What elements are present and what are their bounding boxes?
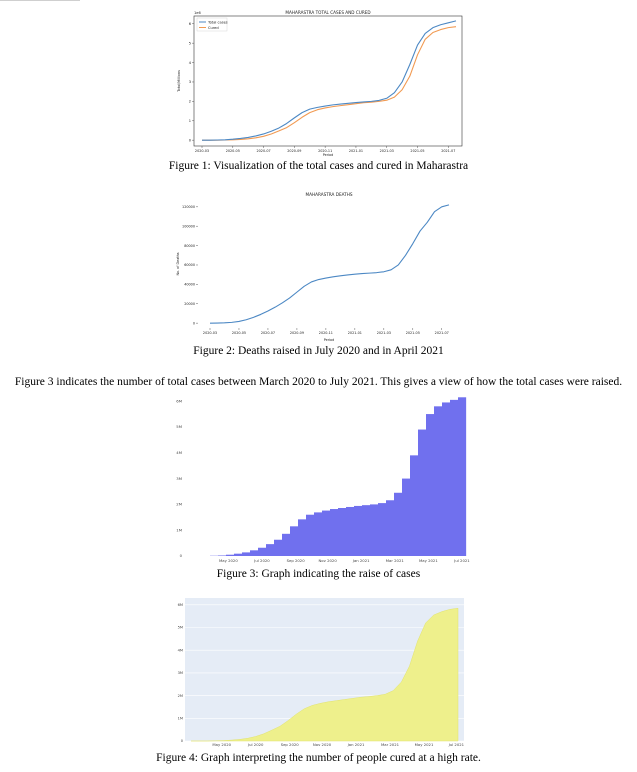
figure-3-ytick-label: 3M xyxy=(176,475,182,481)
figure-4-chart xyxy=(172,597,468,749)
figure-3-bar xyxy=(322,511,330,556)
figure-3-ytick-label: 6M xyxy=(176,398,182,404)
figure-3-bar xyxy=(290,526,298,556)
figure-1-xtick-label: 2021-07 xyxy=(441,149,456,153)
figure-4-ytick-label: 2M xyxy=(177,693,183,698)
figure-3-bar xyxy=(450,400,458,556)
figure-1-xlabel: Period xyxy=(322,153,334,157)
figure-2-xtick-label: 2020-09 xyxy=(289,331,304,335)
figure-3-xtick-label: Mar 2021 xyxy=(385,558,404,563)
figure-2-ytick-label: 100000 xyxy=(182,224,195,229)
figure-4-ytick-label: 0 xyxy=(180,739,183,744)
figure-2-xtick-label: 2021-05 xyxy=(405,331,420,335)
figure-3-bar xyxy=(378,503,386,556)
figure-4-ytick-label: 5M xyxy=(177,625,183,630)
figure-3-bar xyxy=(314,512,322,556)
figure-4-xtick-label: Jul 2021 xyxy=(448,742,465,747)
figure-2-ylabel: No. of Deaths xyxy=(176,252,180,276)
figure-3-bar xyxy=(298,519,306,556)
figure-3-bar xyxy=(306,515,314,556)
figure-3-caption: Figure 3: Graph indicating the raise of cases xyxy=(216,568,421,580)
figure-3-chart xyxy=(170,392,470,564)
figure-1-ytick-label: 5 xyxy=(188,41,191,46)
figure-1-ytick-label: 6 xyxy=(188,21,191,26)
figure-3-bar xyxy=(402,479,410,556)
figure-4-ytick-label: 3M xyxy=(177,671,183,676)
figure-3-bar xyxy=(394,493,402,556)
page-top-rule xyxy=(0,0,80,1)
figure-3-bar xyxy=(258,548,266,556)
figure-3-xtick-label: Jul 2020 xyxy=(254,558,270,563)
figure-2-xtick-label: 2020-03 xyxy=(202,331,218,335)
figure-3-bar xyxy=(362,505,370,556)
figure-4-xtick-label: May 2021 xyxy=(414,742,434,747)
figure-1-chart xyxy=(170,6,470,157)
figure-1-xtick-label: 2020-07 xyxy=(256,149,271,153)
figure-2-xtick-label: 2020-11 xyxy=(318,331,333,335)
figure-3-bar xyxy=(250,550,258,556)
legend-label-total-cases: Total cases xyxy=(208,20,228,25)
figure-3-xtick-label: Jul 2021 xyxy=(454,558,470,563)
figure-4-caption: Figure 4: Graph interpreting the number of people cured at a high rate. xyxy=(156,752,481,764)
figure-2-xtick-label: 2021-07 xyxy=(434,331,449,335)
figure-1-xtick-label: 2021-01 xyxy=(348,149,364,153)
figure-3-bar xyxy=(330,509,338,556)
figure-4-xtick-label: Jan 2021 xyxy=(347,742,365,747)
figure-3-bar xyxy=(338,508,346,556)
figure-4-xtick-label: Jul 2020 xyxy=(248,742,264,747)
figure-2-ytick-label: 60000 xyxy=(184,263,195,268)
figure-1-exponent: 1e6 xyxy=(194,11,201,15)
figure-3-ytick-label: 2M xyxy=(176,501,182,507)
figure-1-title: MAHARASTRA TOTAL CASES AND CURED xyxy=(285,10,371,15)
figure-3-bar xyxy=(282,534,290,556)
figure-3-bar xyxy=(226,555,234,556)
figure-1-ytick-label: 0 xyxy=(188,138,191,143)
figure-1-legend xyxy=(197,18,228,31)
figure-2-ytick-label: 0 xyxy=(192,321,195,326)
figure-4-xtick-label: Sep 2020 xyxy=(280,742,299,747)
figure-3-ytick-label: 5M xyxy=(176,424,182,430)
figure-3-bar xyxy=(434,406,442,556)
figure-3-xtick-label: May 2021 xyxy=(419,558,438,563)
figure-3-bar xyxy=(370,504,378,556)
figure-3-xtick-label: May 2020 xyxy=(219,558,238,563)
figure-4-xtick-label: Mar 2021 xyxy=(381,742,400,747)
figure-3-bar xyxy=(266,544,274,556)
figure-3-bar xyxy=(442,402,450,556)
series-line-deaths xyxy=(210,205,449,323)
figure-4-ytick-label: 4M xyxy=(177,648,183,653)
figure-4-ytick-label: 1M xyxy=(177,716,183,721)
figure-1-ytick-label: 3 xyxy=(188,80,191,85)
figure-1-caption: Figure 1: Visualization of the total cases and cured in Maharastra xyxy=(168,160,469,172)
figure-1-ytick-label: 1 xyxy=(188,118,191,123)
figure-3-bar xyxy=(354,506,362,556)
figure-2-xtick-label: 2020-05 xyxy=(231,331,247,335)
figure-3-bar xyxy=(218,555,226,556)
figure-4-xtick-label: Nov 2020 xyxy=(312,742,332,747)
figure-2-ytick-label: 120000 xyxy=(182,205,195,210)
figure-3-bar xyxy=(274,540,282,556)
figure-2-chart xyxy=(171,189,461,342)
figure-2-xlabel: Period xyxy=(323,338,335,342)
figure-1-xtick-label: 2020-11 xyxy=(318,149,333,153)
figure-2-ytick-label: 40000 xyxy=(184,282,195,287)
figure-4-xtick-label: May 2020 xyxy=(212,742,232,747)
figure-3-bar xyxy=(346,507,354,556)
figure-1-xtick-label: 2020-05 xyxy=(225,149,240,153)
figure-1-xtick-label: 2020-09 xyxy=(287,149,302,153)
figure-2-caption: Figure 2: Deaths raised in July 2020 and in April 2021 xyxy=(193,345,444,357)
figure-1-xtick-label: 2021-05 xyxy=(410,149,425,153)
figure-3-xtick-label: Sep 2020 xyxy=(286,558,305,563)
figure-1-xtick-label: 2021-03 xyxy=(379,149,394,153)
figure-3-bar xyxy=(234,554,242,556)
figure-4-ytick-label: 6M xyxy=(177,603,183,608)
figure-3-ytick-label: 0 xyxy=(179,553,182,559)
figure-3-bar xyxy=(410,455,418,556)
figure-3-bar xyxy=(386,500,394,556)
figure-2-xtick-label: 2020-07 xyxy=(260,331,276,335)
figure-1-ytick-label: 2 xyxy=(188,99,191,104)
figure-1-xtick-label: 2020-03 xyxy=(194,149,210,153)
figure-2-xtick-label: 2021-01 xyxy=(347,331,362,335)
figure-2-ytick-label: 20000 xyxy=(184,301,195,306)
figure-2-title: MAHARASTRA DEATHS xyxy=(305,192,353,197)
figure-3-bar xyxy=(242,552,250,556)
figure-3-bar xyxy=(418,430,426,556)
figure-2-xtick-label: 2021-03 xyxy=(376,331,391,335)
figure-3-xtick-label: Nov 2020 xyxy=(318,558,337,563)
figure-2-ytick-label: 80000 xyxy=(184,243,195,248)
figure-3-bar xyxy=(426,414,434,556)
body-paragraph: Figure 3 indicates the number of total cases between March 2020 to July 2021. This gives a view of how the total cases were raised. xyxy=(14,376,623,388)
legend-label-cured: Cured xyxy=(208,25,219,30)
figure-1-plot-frame xyxy=(194,16,462,146)
figure-3-bar xyxy=(458,397,466,556)
figure-1-ytick-label: 4 xyxy=(188,60,191,65)
figure-3-xtick-label: Jan 2021 xyxy=(352,558,370,563)
figure-3-ytick-label: 4M xyxy=(176,449,182,455)
figure-1-ylabel: Total/Millions xyxy=(177,70,181,92)
figure-3-ytick-label: 1M xyxy=(176,527,182,533)
